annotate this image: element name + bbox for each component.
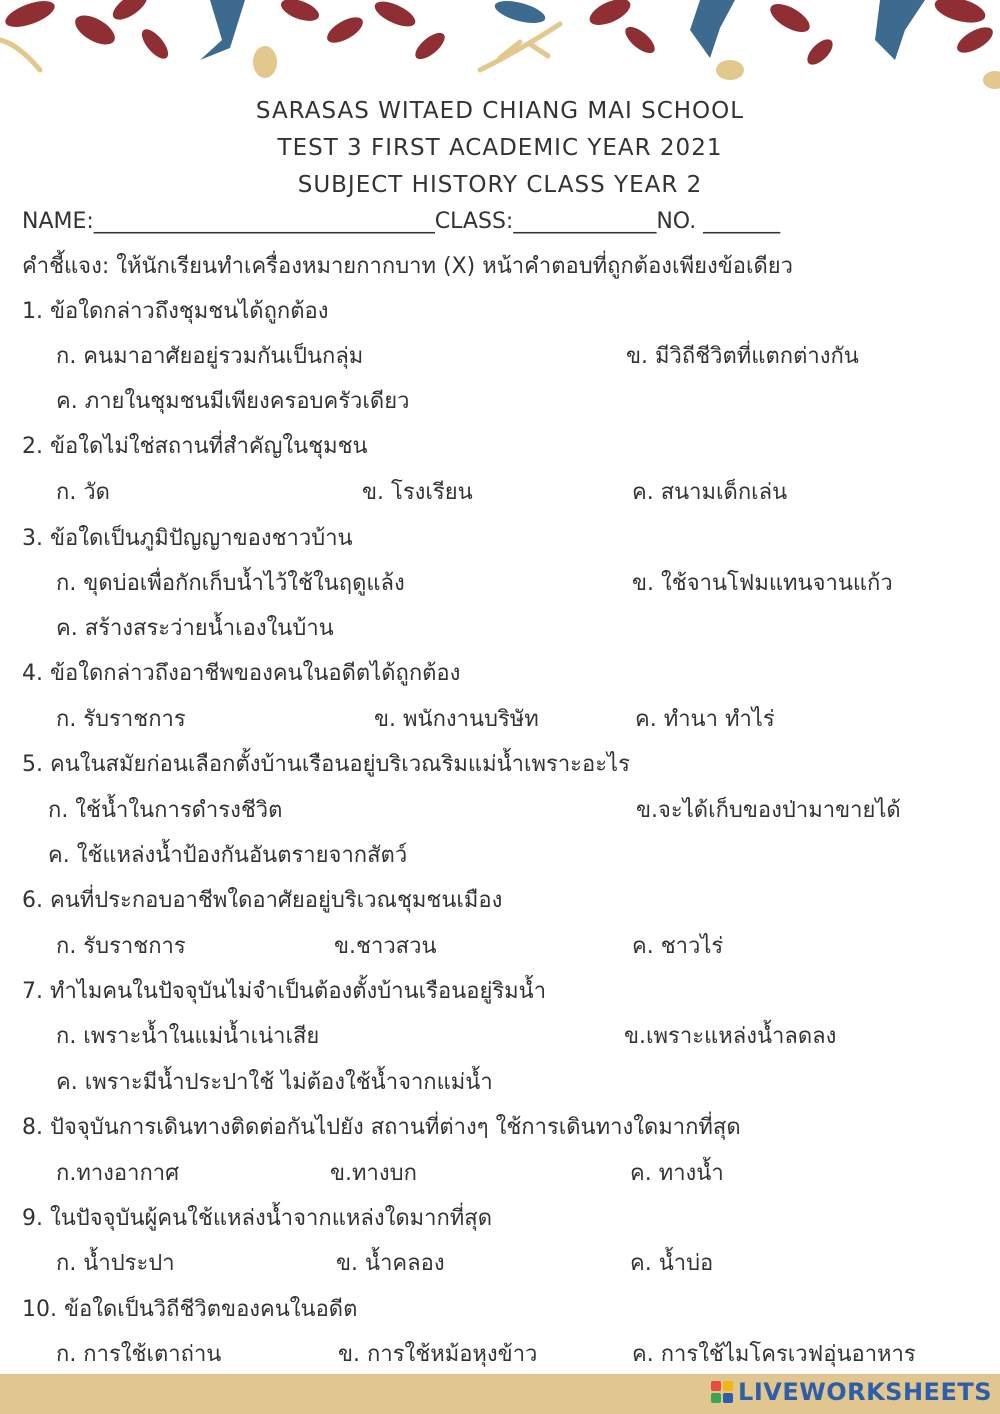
choice-9c[interactable]: ค. น้ำบ่อ [630, 1251, 714, 1276]
choice-2c[interactable]: ค. สนามเด็กเล่น [632, 480, 788, 505]
choice-3a[interactable]: ก. ขุดบ่อเพื่อกักเก็บน้ำไว้ใช้ในฤดูแล้ง [56, 571, 405, 596]
choice-4b[interactable]: ข. พนักงานบริษัท [374, 707, 539, 732]
instructions: คำชี้แจง: ให้นักเรียนทำเครื่องหมายกากบาท (X) หน้าคำตอบที่ถูกต้องเพียงข้อเดียว [22, 254, 794, 279]
choice-2b[interactable]: ข. โรงเรียน [362, 480, 473, 505]
choice-3c[interactable]: ค. สร้างสระว่ายน้ำเองในบ้าน [56, 616, 334, 641]
leaf-decoration-banner [0, 0, 1000, 92]
question-3: 3. ข้อใดเป็นภูมิปัญญาของชาวบ้าน [22, 526, 353, 551]
choice-7c[interactable]: ค. เพราะมีน้ำประปาใช้ ไม่ต้องใช้น้ำจากแม่น้ำ [56, 1070, 493, 1095]
question-9: 9. ในปัจจุบันผู้คนใช้แหล่งน้ำจากแหล่งใดมากที่สุด [22, 1206, 493, 1231]
choice-5a[interactable]: ก. ใช้น้ำในการดำรงชีวิต [48, 798, 283, 823]
question-7: 7. ทำไมคนในปัจจุบันไม่จำเป็นต้องตั้งบ้านเรือนอยู่ริมน้ำ [22, 979, 547, 1004]
choice-8b[interactable]: ข.ทางบก [330, 1161, 417, 1186]
choice-8c[interactable]: ค. ทางน้ำ [630, 1161, 724, 1186]
choice-1b[interactable]: ข. มีวิถีชีวิตที่แตกต่างกัน [626, 344, 859, 369]
question-4: 4. ข้อใดกล่าวถึงอาชีพของคนในอดีตได้ถูกต้อง [22, 661, 461, 686]
choice-10c[interactable]: ค. การใช้ไมโครเวฟอุ่นอาหาร [632, 1342, 916, 1367]
choice-4c[interactable]: ค. ทำนา ทำไร่ [635, 707, 775, 732]
choice-10b[interactable]: ข. การใช้หม้อหุงข้าว [338, 1342, 538, 1367]
brand-name: LIVEWORKSHEETS [738, 1378, 992, 1406]
choice-9b[interactable]: ข. น้ำคลอง [336, 1251, 445, 1276]
choice-2a[interactable]: ก. วัด [56, 480, 110, 505]
question-6: 6. คนที่ประกอบอาชีพใดอาศัยอยู่บริเวณชุมชนเมือง [22, 888, 503, 913]
choice-1c[interactable]: ค. ภายในชุมชนมีเพียงครอบครัวเดียว [56, 389, 410, 414]
choice-5b[interactable]: ข.จะได้เก็บของป่ามาขายได้ [636, 798, 901, 823]
question-5: 5. คนในสมัยก่อนเลือกตั้งบ้านเรือนอยู่บริเวณริมแม่น้ำเพราะอะไร [22, 752, 630, 777]
school-name: SARASAS WITAED CHIANG MAI SCHOOL [255, 98, 745, 124]
choice-5c[interactable]: ค. ใช้แหล่งน้ำป้องกันอันตรายจากสัตว์ [48, 843, 408, 868]
choice-6a[interactable]: ก. รับราชการ [56, 934, 186, 959]
choice-7b[interactable]: ข.เพราะแหล่งน้ำลดลง [624, 1024, 837, 1049]
liveworksheets-brand[interactable] [710, 1378, 992, 1406]
choice-6c[interactable]: ค. ชาวไร่ [632, 934, 724, 959]
subject-line: SUBJECT HISTORY CLASS YEAR 2 [297, 172, 703, 198]
footer-bar [0, 1374, 1000, 1414]
choice-4a[interactable]: ก. รับราชการ [56, 707, 186, 732]
choice-1a[interactable]: ก. คนมาอาศัยอยู่รวมกันเป็นกลุ่ม [56, 344, 364, 369]
question-1: 1. ข้อใดกล่าวถึงชุมชนได้ถูกต้อง [22, 299, 329, 324]
choice-6b[interactable]: ข.ชาวสวน [334, 934, 437, 959]
choice-3b[interactable]: ข. ใช้จานโฟมแทนจานแก้ว [632, 571, 893, 596]
question-2: 2. ข้อใดไม่ใช่สถานที่สำคัญในชุมชน [22, 434, 368, 459]
test-title: TEST 3 FIRST ACADEMIC YEAR 2021 [277, 135, 723, 161]
choice-9a[interactable]: ก. น้ำประปา [56, 1251, 175, 1276]
liveworksheets-logo-icon [710, 1380, 734, 1404]
choice-7a[interactable]: ก. เพราะน้ำในแม่น้ำเน่าเสีย [56, 1024, 320, 1049]
choice-10a[interactable]: ก. การใช้เตาถ่าน [56, 1342, 222, 1367]
question-10: 10. ข้อใดเป็นวิถีชีวิตของคนในอดีต [22, 1297, 358, 1322]
choice-8a[interactable]: ก.ทางอากาศ [56, 1161, 180, 1186]
name-class-no-line[interactable]: NAME:_______________________________CLASS:_____________NO. _______ [22, 209, 781, 234]
question-8: 8. ปัจจุบันการเดินทางติดต่อกันไปยัง สถานที่ต่างๆ ใช้การเดินทางใดมากที่สุด [22, 1115, 741, 1140]
